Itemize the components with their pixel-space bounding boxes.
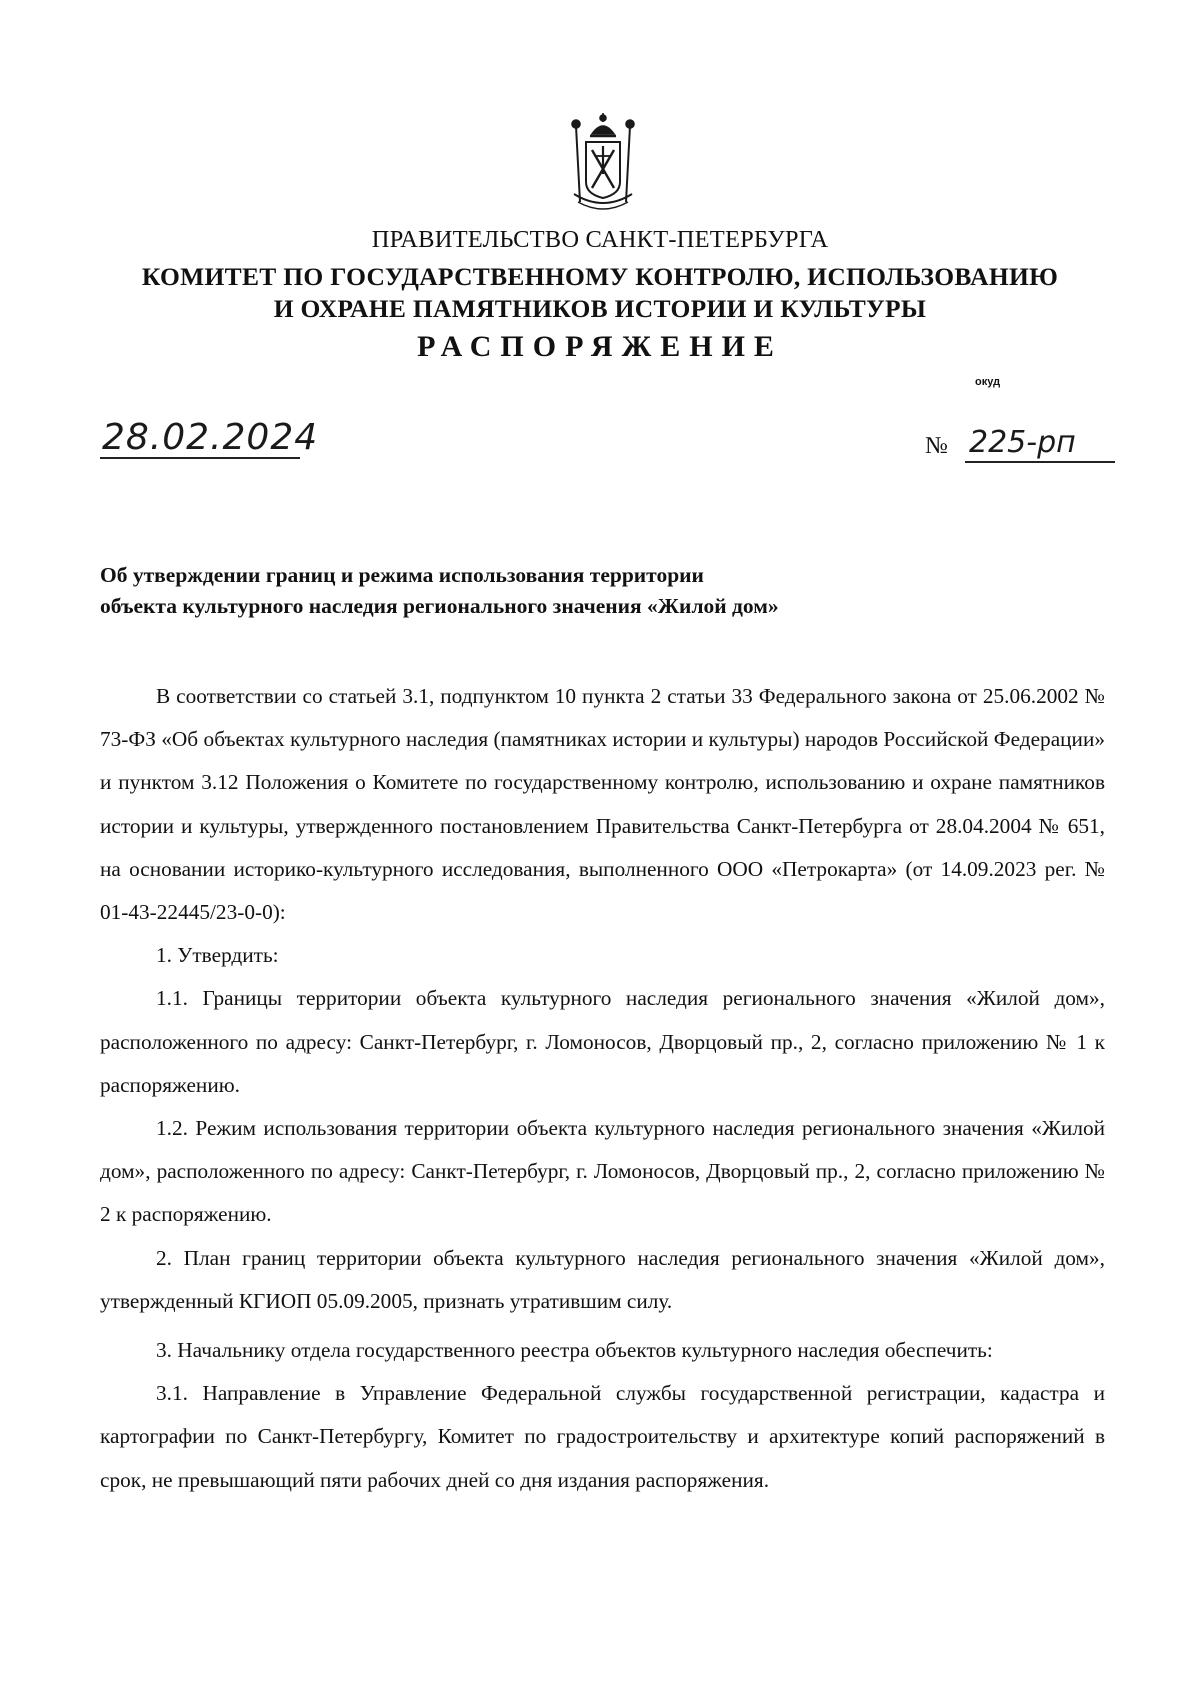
subject-line-1: Об утверждении границ и режима использования территории (100, 563, 704, 587)
clause-3: 3. Начальнику отдела государственного реестра объектов культурного наследия обеспечить: (156, 1338, 993, 1363)
clause-1-1: 1.1. Границы территории объекта культурного наследия регионального значения «Жилой дом», расположенного по адресу: Санкт-Петербург, г. Ломоносов, Дворцовый пр., 2, согласно приложению № 1 к распоряжению. (100, 986, 1105, 1097)
document-date-field (100, 415, 319, 461)
government-name: ПРАВИТЕЛЬСТВО САНКТ-ПЕТЕРБУРГА (371, 226, 829, 253)
clause-3-1: 3.1. Направление в Управление Федеральной службы государственной регистрации, кадастра и картографии по Санкт-Петербургу, Комитет по градостроительству и архитектуре копий распоряжений в срок, не превышающий пяти рабочих дней со дня издания распоряжения. (100, 1381, 1105, 1492)
document-subject (100, 560, 1110, 622)
preamble-paragraph: В соответствии со статьей 3.1, подпунктом 10 пункта 2 статьи 33 Федерального закона от 25.06.2002 № 73-ФЗ «Об объектах культурного наследия (памятниках истории и культуры) народов Российской Федерации» и пунктом 3.12 Положения о Комитете по государственному контролю, использованию и охране памятников истории и культуры, утвержденного постановлением Правительства Санкт-Петербурга от 28.04.2004 № 651, на основании историко-культурного исследования, выполненного ООО «Петрокарта» (от 14.09.2023 рег. № 01-43-22445/23-0-0): (100, 684, 1105, 925)
committee-name-line-1: КОМИТЕТ ПО ГОСУДАРСТВЕННОМУ КОНТРОЛЮ, ИСПОЛЬЗОВАНИЮ (141, 262, 1059, 291)
document-type-title: РАСПОРЯЖЕНИЕ (417, 330, 783, 363)
date-underline (100, 457, 300, 459)
clause-1-2: 1.2. Режим использования территории объекта культурного наследия регионального значения «Жилой дом», расположенного по адресу: Санкт-Петербург, г. Ломоносов, Дворцовый пр., 2, согласно приложению № 2 к распоряжению. (100, 1116, 1105, 1227)
subject-line-2: объекта культурного наследия регионального значения «Жилой дом» (100, 594, 779, 618)
document-number-field (925, 425, 1115, 465)
okud-label: окуд (975, 376, 1001, 388)
number-underline (965, 461, 1115, 463)
committee-name-line-2: И ОХРАНЕ ПАМЯТНИКОВ ИСТОРИИ И КУЛЬТУРЫ (273, 294, 927, 323)
clause-1: 1. Утвердить: (156, 943, 279, 968)
clause-2: 2. План границ территории объекта культурного наследия регионального значения «Жилой дом», утвержденный КГИОП 05.09.2005, признать утратившим силу. (100, 1245, 1105, 1313)
number-sign: № (925, 433, 948, 459)
document-body (100, 675, 1105, 1502)
coat-of-arms-icon (568, 112, 638, 214)
document-date: 28.02.2024 (102, 417, 319, 458)
document-number: 225-рп (969, 425, 1076, 460)
